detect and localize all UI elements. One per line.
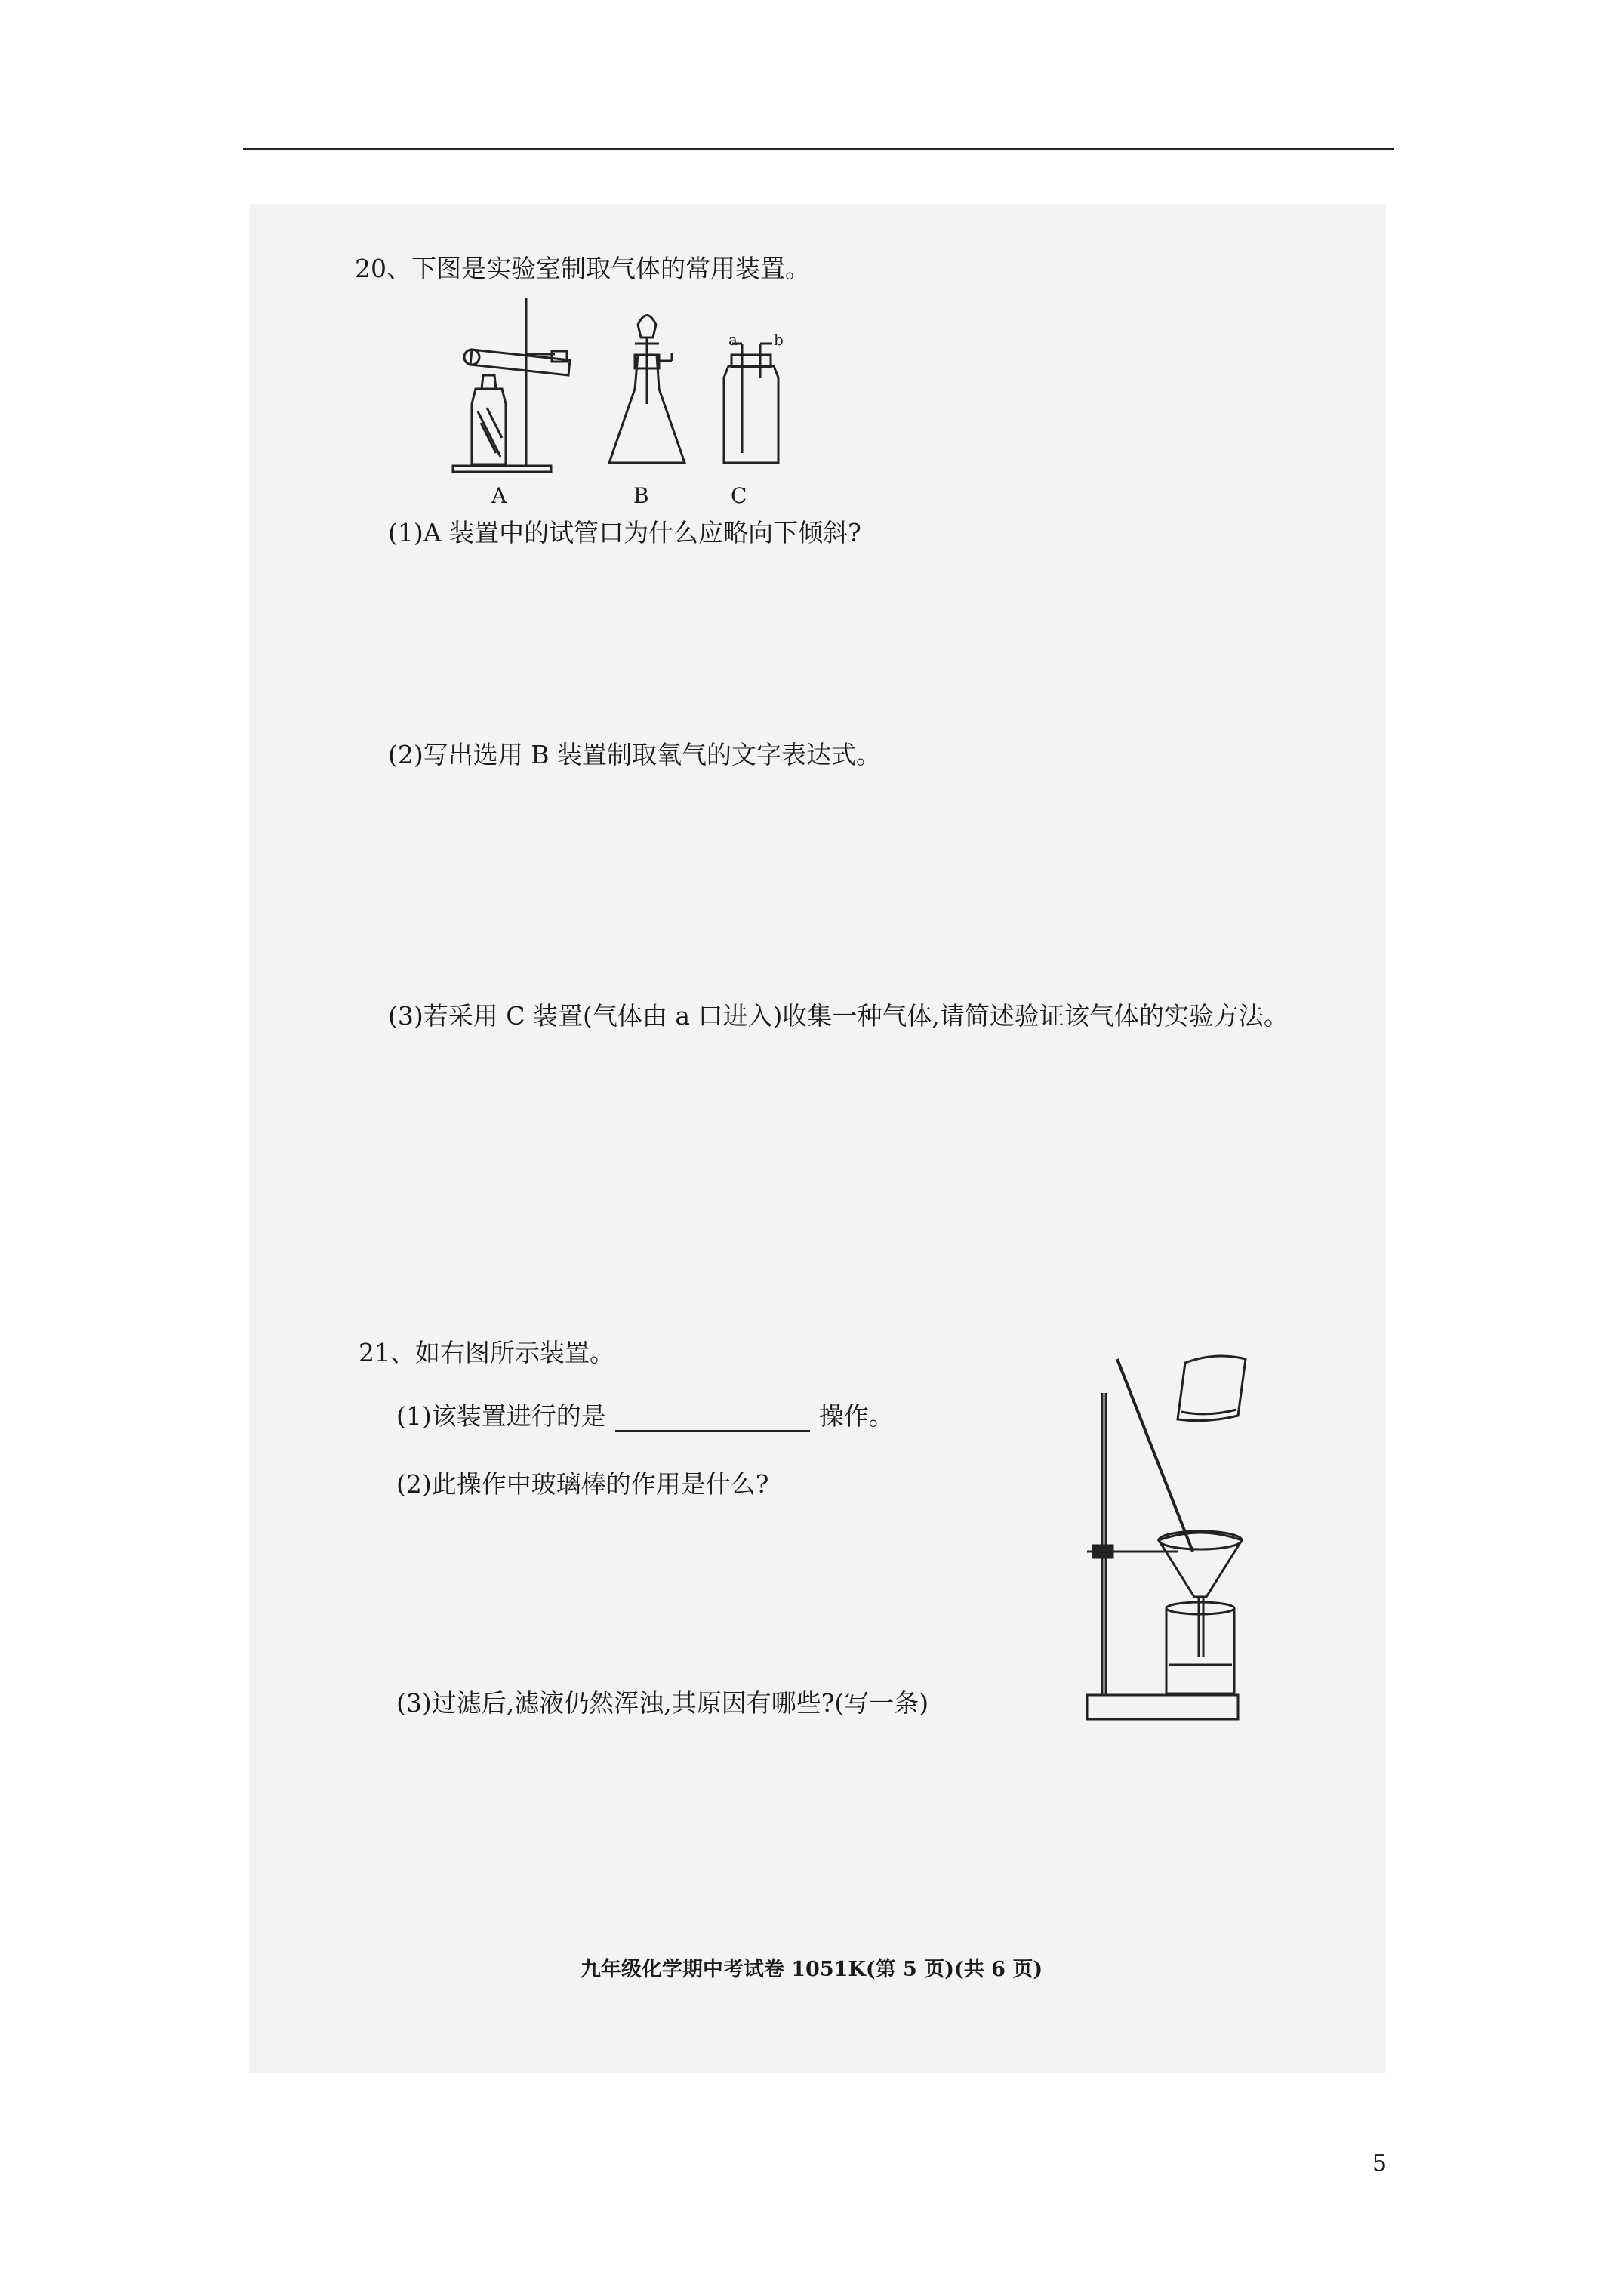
apparatus-c [724,344,778,463]
answer-blank[interactable] [615,1407,810,1432]
header-rule [243,148,1394,150]
q20-sub2: (2)写出选用 B 装置制取氧气的文字表达式。 [388,740,881,769]
q20-apparatus-figure [442,291,819,487]
q21-sub1-suffix: 操作。 [818,1401,894,1431]
q21-sub1-prefix: (1)该装置进行的是 [396,1401,606,1431]
q21-sub2: (2)此操作中玻璃棒的作用是什么? [396,1469,769,1499]
q20-title: 20、下图是实验室制取气体的常用装置。 [355,254,810,283]
page-number: 5 [1372,2150,1387,2177]
apparatus-b [609,316,685,464]
q21-title: 21、如右图所示装置。 [359,1338,614,1367]
exam-footer: 九年级化学期中考试卷 1051K(第 5 页)(共 6 页) [580,1958,1043,1981]
label-c: C [731,483,747,508]
port-b-label: b [774,331,784,349]
label-b: B [633,483,649,508]
apparatus-a [453,298,570,472]
label-a: A [491,483,507,508]
port-a-label: a [728,331,738,349]
q20-sub3: (3)若采用 C 装置(气体由 a 口进入)收集一种气体,请简述验证该气体的实验方法。 [388,1001,1289,1031]
filtration-apparatus-figure [1072,1348,1261,1733]
q21-sub3: (3)过滤后,滤液仍然浑浊,其原因有哪些?(写一条) [396,1688,929,1718]
q21-sub1 [396,1401,894,1432]
q20-sub1: (1)A 装置中的试管口为什么应略向下倾斜? [388,518,861,547]
